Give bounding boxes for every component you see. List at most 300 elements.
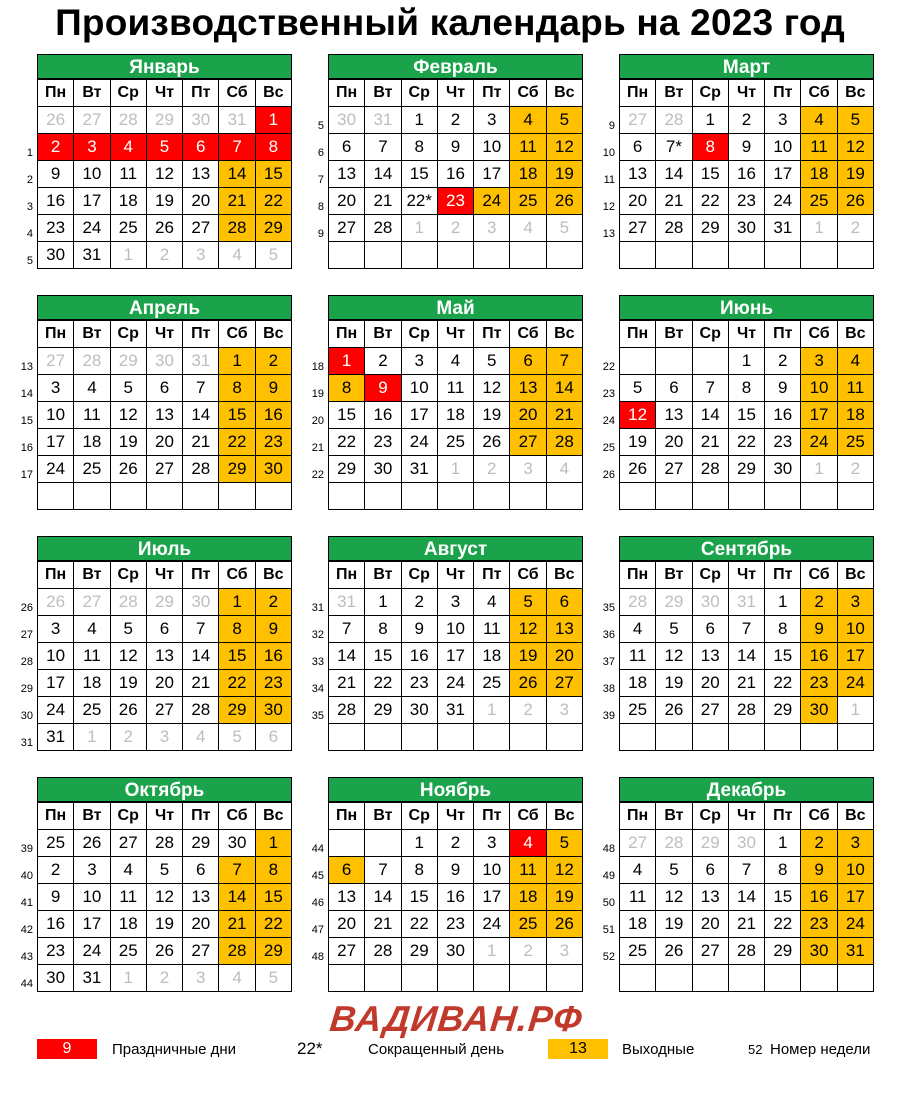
- week-numbers: [308, 347, 324, 509]
- day-cell: 20: [329, 188, 365, 215]
- day-cell: [329, 242, 365, 269]
- day-cell: 18: [620, 670, 656, 697]
- day-cell: 12: [474, 375, 510, 402]
- day-cell: 29: [147, 107, 183, 134]
- day-cell: 2: [38, 134, 74, 161]
- day-cell: 20: [147, 670, 183, 697]
- day-cell: 8: [765, 616, 801, 643]
- day-cell: 26: [147, 938, 183, 965]
- day-cell: 21: [547, 402, 583, 429]
- day-cell: 28: [219, 938, 255, 965]
- day-cell: 8: [219, 375, 255, 402]
- weekday-header: Сб: [510, 80, 546, 107]
- day-cell: 15: [329, 402, 365, 429]
- day-cell: 3: [183, 965, 219, 992]
- day-cell: 31: [438, 697, 474, 724]
- weekday-header: Ср: [693, 803, 729, 830]
- month-days-grid: [619, 561, 874, 751]
- day-cell: 23: [729, 188, 765, 215]
- day-cell: 26: [74, 830, 110, 857]
- day-cell: 8: [256, 134, 292, 161]
- day-cell: 17: [38, 670, 74, 697]
- day-cell: 7: [729, 857, 765, 884]
- day-cell: [547, 965, 583, 992]
- week-numbers: [17, 106, 33, 268]
- weekday-header: Вс: [547, 803, 583, 830]
- day-cell: [801, 242, 837, 269]
- day-cell: 9: [402, 616, 438, 643]
- day-cell: 4: [219, 242, 255, 269]
- day-cell: 1: [729, 348, 765, 375]
- day-cell: 4: [838, 348, 874, 375]
- week-number: 12: [602, 201, 615, 213]
- weekday-header: Сб: [510, 803, 546, 830]
- week-number-sample: 52: [748, 1041, 763, 1057]
- day-cell: 7: [365, 134, 401, 161]
- day-cell: 5: [111, 616, 147, 643]
- day-cell: [693, 483, 729, 510]
- week-number: 35: [602, 602, 615, 614]
- day-cell: 14: [656, 161, 692, 188]
- day-cell: 12: [111, 402, 147, 429]
- day-cell: 8: [402, 857, 438, 884]
- day-cell: 7: [183, 616, 219, 643]
- day-cell: 23: [765, 429, 801, 456]
- day-cell: 27: [547, 670, 583, 697]
- weekday-header: Пн: [620, 803, 656, 830]
- day-cell: 3: [74, 134, 110, 161]
- weekday-header: Вт: [365, 321, 401, 348]
- week-number: 23: [602, 388, 615, 400]
- week-number: 19: [311, 388, 324, 400]
- day-cell: 10: [838, 616, 874, 643]
- month-days-grid: [37, 79, 292, 269]
- day-cell: 5: [656, 857, 692, 884]
- day-cell: [510, 724, 546, 751]
- day-cell: 4: [74, 375, 110, 402]
- day-cell: 26: [656, 938, 692, 965]
- day-cell: 10: [765, 134, 801, 161]
- weekday-header: Вс: [838, 80, 874, 107]
- day-cell: 4: [111, 134, 147, 161]
- day-cell: 5: [656, 616, 692, 643]
- day-cell: [547, 724, 583, 751]
- day-cell: 18: [74, 670, 110, 697]
- day-cell: 28: [693, 456, 729, 483]
- day-cell: 13: [183, 161, 219, 188]
- day-cell: 17: [474, 884, 510, 911]
- day-cell: 13: [547, 616, 583, 643]
- legend-weekend: [548, 1036, 608, 1062]
- weekday-header: Чт: [438, 80, 474, 107]
- day-cell: 21: [183, 670, 219, 697]
- weekday-header: Чт: [147, 803, 183, 830]
- day-cell: 21: [729, 670, 765, 697]
- day-cell: 16: [256, 643, 292, 670]
- day-cell: 7*: [656, 134, 692, 161]
- weekday-header: Пн: [38, 321, 74, 348]
- day-cell: 31: [402, 456, 438, 483]
- month-block: [20, 536, 292, 751]
- day-cell: 20: [329, 911, 365, 938]
- day-cell: 23: [38, 215, 74, 242]
- day-cell: 23: [256, 429, 292, 456]
- day-cell: 13: [329, 884, 365, 911]
- day-cell: 5: [256, 965, 292, 992]
- month-days-grid: [619, 802, 874, 992]
- day-cell: 11: [111, 161, 147, 188]
- day-cell: 19: [147, 188, 183, 215]
- week-number: [308, 241, 324, 268]
- day-cell: 29: [147, 589, 183, 616]
- day-cell: 9: [438, 134, 474, 161]
- day-cell: 26: [474, 429, 510, 456]
- day-cell: 4: [801, 107, 837, 134]
- weekday-header: Чт: [438, 321, 474, 348]
- week-numbers: [599, 106, 615, 268]
- day-cell: 7: [729, 616, 765, 643]
- week-number: 28: [20, 656, 33, 668]
- day-cell: 16: [729, 161, 765, 188]
- day-cell: [620, 965, 656, 992]
- day-cell: 10: [402, 375, 438, 402]
- day-cell: 26: [111, 456, 147, 483]
- day-cell: 1: [801, 215, 837, 242]
- day-cell: 12: [656, 884, 692, 911]
- week-number: 30: [20, 710, 33, 722]
- day-cell: 13: [183, 884, 219, 911]
- day-cell: [656, 348, 692, 375]
- day-cell: 29: [183, 830, 219, 857]
- week-number: 9: [317, 228, 324, 240]
- day-cell: 10: [474, 857, 510, 884]
- weekday-header: Ср: [111, 80, 147, 107]
- day-cell: 10: [38, 643, 74, 670]
- day-cell: 8: [256, 857, 292, 884]
- day-cell: 4: [183, 724, 219, 751]
- day-cell: 24: [38, 456, 74, 483]
- month-days-grid: [328, 561, 583, 751]
- day-cell: 15: [765, 643, 801, 670]
- day-cell: 14: [693, 402, 729, 429]
- day-cell: 25: [801, 188, 837, 215]
- day-cell: 11: [111, 884, 147, 911]
- day-cell: 6: [693, 857, 729, 884]
- day-cell: 13: [656, 402, 692, 429]
- day-cell: 10: [838, 857, 874, 884]
- day-cell: 17: [74, 911, 110, 938]
- day-cell: 6: [183, 857, 219, 884]
- week-number: 6: [317, 147, 324, 159]
- day-cell: 12: [510, 616, 546, 643]
- day-cell: [620, 242, 656, 269]
- month-title: Октябрь: [37, 777, 292, 802]
- day-cell: 9: [765, 375, 801, 402]
- day-cell: 1: [402, 830, 438, 857]
- month-days-grid: [328, 802, 583, 992]
- weekday-header: Сб: [510, 321, 546, 348]
- weekday-header: Ср: [111, 562, 147, 589]
- day-cell: 3: [510, 456, 546, 483]
- day-cell: [438, 483, 474, 510]
- weekday-header: Пт: [474, 562, 510, 589]
- day-cell: [656, 965, 692, 992]
- day-cell: 10: [474, 134, 510, 161]
- day-cell: 30: [183, 589, 219, 616]
- month-title: Июль: [37, 536, 292, 561]
- legend-week-sample: [748, 1036, 762, 1062]
- day-cell: 30: [729, 830, 765, 857]
- day-cell: [693, 965, 729, 992]
- day-cell: 10: [438, 616, 474, 643]
- week-number: [599, 964, 615, 991]
- day-cell: 16: [38, 911, 74, 938]
- day-cell: 4: [510, 215, 546, 242]
- day-cell: 13: [147, 643, 183, 670]
- weekday-header: Вт: [365, 803, 401, 830]
- weekday-header: Чт: [729, 80, 765, 107]
- day-cell: 29: [765, 697, 801, 724]
- day-cell: [620, 348, 656, 375]
- day-cell: 1: [219, 348, 255, 375]
- day-cell: [365, 724, 401, 751]
- weekday-header: Пн: [620, 562, 656, 589]
- legend-holiday: [37, 1036, 97, 1062]
- weekday-header: Пт: [183, 803, 219, 830]
- day-cell: 25: [438, 429, 474, 456]
- weekday-header: Вс: [256, 803, 292, 830]
- site-logo: ВАДИВАН.РФ: [327, 998, 585, 1039]
- day-cell: 2: [510, 938, 546, 965]
- day-cell: [256, 483, 292, 510]
- day-cell: 3: [838, 830, 874, 857]
- day-cell: 6: [183, 134, 219, 161]
- day-cell: 12: [656, 643, 692, 670]
- day-cell: 2: [365, 348, 401, 375]
- day-cell: 3: [74, 857, 110, 884]
- day-cell: 28: [547, 429, 583, 456]
- month-block: [602, 295, 874, 510]
- day-cell: 30: [183, 107, 219, 134]
- day-cell: 11: [474, 616, 510, 643]
- week-number: 22: [311, 469, 324, 481]
- day-cell: 21: [365, 911, 401, 938]
- day-cell: 4: [74, 616, 110, 643]
- day-cell: 27: [111, 830, 147, 857]
- month-block: [311, 295, 583, 510]
- day-cell: 27: [693, 938, 729, 965]
- day-cell: 5: [547, 215, 583, 242]
- month-block: [311, 777, 583, 992]
- weekday-header: Пт: [765, 803, 801, 830]
- day-cell: [765, 724, 801, 751]
- day-cell: 17: [474, 161, 510, 188]
- weekday-header: Вс: [838, 562, 874, 589]
- day-cell: 10: [801, 375, 837, 402]
- week-number: 32: [311, 629, 324, 641]
- weekday-header: Вт: [74, 562, 110, 589]
- day-cell: [474, 965, 510, 992]
- day-cell: [838, 724, 874, 751]
- week-numbers: [599, 347, 615, 509]
- week-number: 49: [602, 870, 615, 882]
- day-cell: 2: [402, 589, 438, 616]
- day-cell: 15: [365, 643, 401, 670]
- day-cell: 26: [547, 188, 583, 215]
- week-number: 46: [311, 897, 324, 909]
- day-cell: 8: [402, 134, 438, 161]
- day-cell: 5: [147, 857, 183, 884]
- day-cell: 3: [474, 215, 510, 242]
- day-cell: 15: [256, 884, 292, 911]
- day-cell: 14: [219, 884, 255, 911]
- day-cell: 2: [256, 348, 292, 375]
- month-days-grid: [37, 802, 292, 992]
- day-cell: 2: [38, 857, 74, 884]
- day-cell: 29: [111, 348, 147, 375]
- day-cell: 13: [693, 643, 729, 670]
- week-number: 26: [602, 469, 615, 481]
- day-cell: [547, 483, 583, 510]
- day-cell: 5: [547, 107, 583, 134]
- day-cell: 9: [256, 375, 292, 402]
- day-cell: [838, 965, 874, 992]
- day-cell: 16: [365, 402, 401, 429]
- week-number: 39: [20, 843, 33, 855]
- day-cell: [111, 483, 147, 510]
- day-cell: 10: [38, 402, 74, 429]
- day-cell: [729, 724, 765, 751]
- day-cell: 11: [620, 643, 656, 670]
- month-block: [26, 54, 292, 269]
- day-cell: 1: [765, 830, 801, 857]
- day-cell: 30: [256, 456, 292, 483]
- week-number: 38: [602, 683, 615, 695]
- day-cell: 18: [438, 402, 474, 429]
- weekday-header: Пт: [183, 80, 219, 107]
- day-cell: 17: [765, 161, 801, 188]
- day-cell: 2: [838, 215, 874, 242]
- day-cell: [474, 483, 510, 510]
- weekday-header: Пн: [329, 321, 365, 348]
- day-cell: [729, 483, 765, 510]
- week-number: 52: [602, 951, 615, 963]
- weekday-header: Пт: [183, 562, 219, 589]
- weekday-header: Вт: [74, 803, 110, 830]
- day-cell: 1: [801, 456, 837, 483]
- weekday-header: Сб: [801, 321, 837, 348]
- day-cell: 18: [620, 911, 656, 938]
- day-cell: 2: [729, 107, 765, 134]
- day-cell: 1: [256, 107, 292, 134]
- week-number: 33: [311, 656, 324, 668]
- week-number: [308, 482, 324, 509]
- day-cell: 27: [693, 697, 729, 724]
- day-cell: 14: [329, 643, 365, 670]
- day-cell: 19: [838, 161, 874, 188]
- day-cell: 25: [510, 911, 546, 938]
- day-cell: 28: [147, 830, 183, 857]
- week-number: 9: [608, 120, 615, 132]
- day-cell: 29: [693, 215, 729, 242]
- day-cell: 23: [438, 188, 474, 215]
- day-cell: 14: [729, 884, 765, 911]
- week-numbers: [17, 829, 33, 991]
- day-cell: 12: [838, 134, 874, 161]
- day-cell: 18: [111, 188, 147, 215]
- day-cell: 27: [183, 938, 219, 965]
- day-cell: 25: [838, 429, 874, 456]
- day-cell: 25: [74, 697, 110, 724]
- day-cell: 6: [547, 589, 583, 616]
- day-cell: 22: [729, 429, 765, 456]
- day-cell: [693, 348, 729, 375]
- day-cell: 2: [147, 965, 183, 992]
- day-cell: 20: [693, 670, 729, 697]
- day-cell: 3: [183, 242, 219, 269]
- day-cell: [620, 483, 656, 510]
- day-cell: 26: [510, 670, 546, 697]
- page-title: Производственный календарь на 2023 год: [55, 2, 845, 43]
- day-cell: 19: [620, 429, 656, 456]
- day-cell: 2: [510, 697, 546, 724]
- day-cell: 31: [365, 107, 401, 134]
- day-cell: [402, 242, 438, 269]
- week-number: 40: [20, 870, 33, 882]
- week-number-label: Номер недели: [770, 1040, 871, 1058]
- day-cell: 23: [438, 911, 474, 938]
- day-cell: [693, 724, 729, 751]
- weekday-header: Чт: [729, 803, 765, 830]
- month-title: Сентябрь: [619, 536, 874, 561]
- day-cell: 16: [438, 884, 474, 911]
- day-cell: [402, 965, 438, 992]
- day-cell: 31: [38, 724, 74, 751]
- day-cell: 3: [801, 348, 837, 375]
- day-cell: 20: [147, 429, 183, 456]
- day-cell: 18: [474, 643, 510, 670]
- day-cell: 6: [147, 375, 183, 402]
- day-cell: 29: [402, 938, 438, 965]
- day-cell: 23: [38, 938, 74, 965]
- day-cell: [510, 483, 546, 510]
- weekday-header: Сб: [219, 321, 255, 348]
- day-cell: 2: [438, 830, 474, 857]
- day-cell: 6: [620, 134, 656, 161]
- day-cell: 21: [365, 188, 401, 215]
- day-cell: 15: [256, 161, 292, 188]
- week-number: 31: [311, 602, 324, 614]
- day-cell: 28: [111, 589, 147, 616]
- week-number: 20: [311, 415, 324, 427]
- week-number: [599, 482, 615, 509]
- day-cell: [765, 483, 801, 510]
- month-block: [311, 536, 583, 751]
- day-cell: 3: [147, 724, 183, 751]
- day-cell: 5: [620, 375, 656, 402]
- day-cell: 7: [219, 857, 255, 884]
- week-number: [308, 723, 324, 750]
- day-cell: [365, 483, 401, 510]
- day-cell: 30: [801, 697, 837, 724]
- week-number: 44: [311, 843, 324, 855]
- day-cell: 20: [693, 911, 729, 938]
- day-cell: 8: [729, 375, 765, 402]
- week-number: 13: [20, 361, 33, 373]
- week-number: 14: [20, 388, 33, 400]
- day-cell: 27: [620, 830, 656, 857]
- day-cell: 8: [693, 134, 729, 161]
